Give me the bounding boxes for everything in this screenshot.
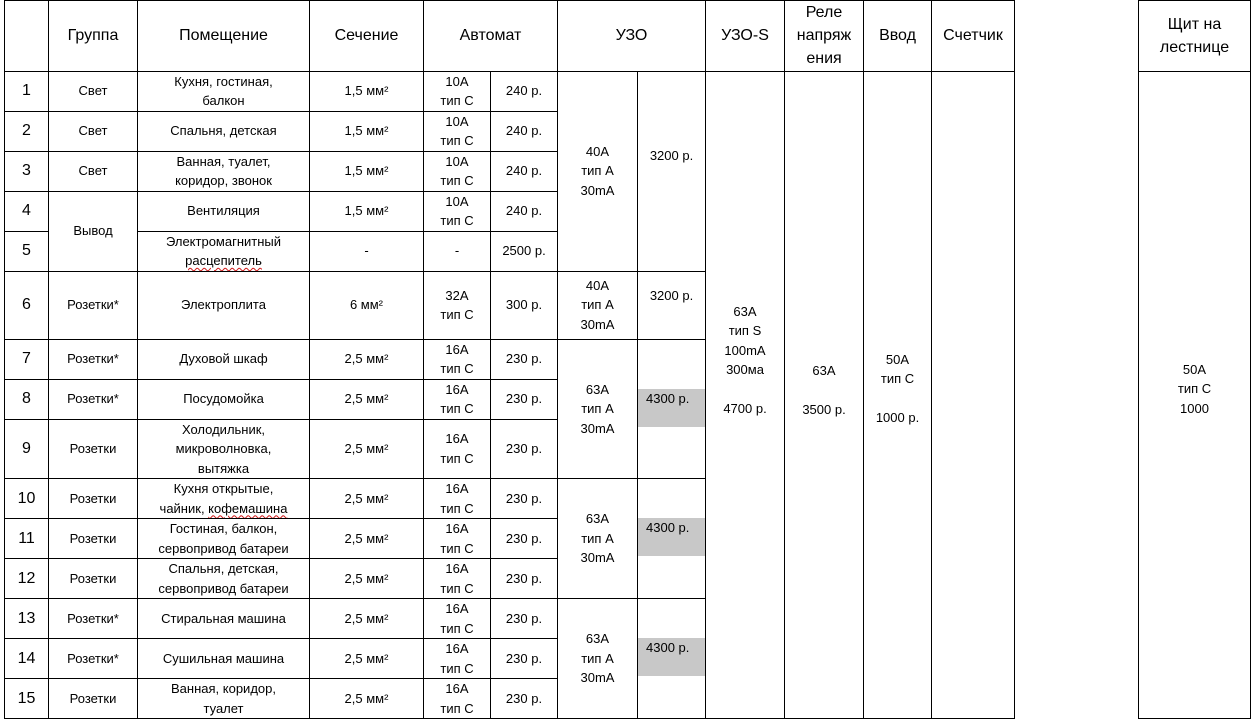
row-section: 1,5 мм²	[310, 191, 424, 231]
row-section: 2,5 мм²	[310, 379, 424, 419]
rcd-s-cell: 63А тип S 100mA 300ма 4700 р.	[706, 71, 785, 719]
row-section: 1,5 мм²	[310, 151, 424, 191]
header-input: Ввод	[864, 1, 932, 72]
row-breaker: 10А тип С	[424, 111, 491, 151]
header-rcd: УЗО	[558, 1, 706, 72]
row-room	[138, 479, 310, 519]
row-number: 1	[5, 71, 49, 111]
gap-column	[1015, 1, 1139, 719]
header-meter: Счетчик	[932, 1, 1015, 72]
row-number: 14	[5, 639, 49, 679]
row-breaker: 16А тип С	[424, 639, 491, 679]
row-number: 5	[5, 231, 49, 271]
row-group: Розетки	[49, 519, 138, 559]
row-breaker-price: 230 р.	[491, 599, 558, 639]
spreadsheet	[4, 0, 1251, 719]
row-room: Холодильник, микроволновка, вытяжка	[138, 419, 310, 479]
row-group: Розетки*	[49, 379, 138, 419]
input-cell: 50А тип С 1000 р.	[864, 71, 932, 719]
row-breaker-price: 230 р.	[491, 519, 558, 559]
header-breaker: Автомат	[424, 1, 558, 72]
row-breaker-price: 230 р.	[491, 419, 558, 479]
row-breaker-price: 240 р.	[491, 151, 558, 191]
header-relay: Реле напряж ения	[785, 1, 864, 72]
row-breaker-price: 230 р.	[491, 559, 558, 599]
rcd-group-4-spec: 63А тип А 30mA	[558, 479, 638, 599]
row-section: 2,5 мм²	[310, 559, 424, 599]
rcd-group-5-price-cell	[638, 599, 706, 719]
row-section: 2,5 мм²	[310, 339, 424, 379]
row-breaker: 16А тип С	[424, 559, 491, 599]
header-num	[5, 1, 49, 72]
row-section: 6 мм²	[310, 271, 424, 339]
header-room: Помещение	[138, 1, 310, 72]
row-room	[138, 231, 310, 271]
row-section: 1,5 мм²	[310, 111, 424, 151]
header-row	[5, 1, 1251, 72]
row-number: 7	[5, 339, 49, 379]
row-group: Свет	[49, 71, 138, 111]
header-group: Группа	[49, 1, 138, 72]
row-breaker-price: 300 р.	[491, 271, 558, 339]
row-breaker-price: 230 р.	[491, 679, 558, 719]
rcd-group-4-price-cell	[638, 479, 706, 599]
rcd-group-1-price: 3200 р.	[638, 71, 706, 271]
row-room: Посудомойка	[138, 379, 310, 419]
meter-cell	[932, 71, 1015, 719]
row-group: Розетки	[49, 559, 138, 599]
row-room-line: кофемашина	[208, 500, 288, 516]
rcd-group-3-spec: 63А тип А 30mA	[558, 339, 638, 479]
row-section: 2,5 мм²	[310, 679, 424, 719]
row-breaker-price: 230 р.	[491, 379, 558, 419]
row-room: Стиральная машина	[138, 599, 310, 639]
row-room: Кухня, гостиная, балкон	[138, 71, 310, 111]
row-section: 2,5 мм²	[310, 599, 424, 639]
row-breaker: 16А тип С	[424, 679, 491, 719]
row-room: Вентиляция	[138, 191, 310, 231]
row-room: Спальня, детская, сервопривод батареи	[138, 559, 310, 599]
row-breaker: 16А тип С	[424, 339, 491, 379]
row-room: Сушильная машина	[138, 639, 310, 679]
row-group: Розетки	[49, 679, 138, 719]
row-section: 1,5 мм²	[310, 71, 424, 111]
row-section: 2,5 мм²	[310, 419, 424, 479]
rcd-group-4-price: 4300 р.	[638, 518, 705, 556]
row-breaker-price: 240 р.	[491, 111, 558, 151]
row-group: Розетки*	[49, 599, 138, 639]
row-room: Гостиная, балкон, сервопривод батареи	[138, 519, 310, 559]
rcd-group-2-price: 3200 р.	[638, 271, 706, 339]
relay-cell: 63А 3500 р.	[785, 71, 864, 719]
row-group: Розетки	[49, 419, 138, 479]
stair-panel-cell: 50А тип С 1000	[1139, 71, 1251, 719]
rcd-group-3-price: 4300 р.	[638, 389, 705, 427]
header-rcd-s: УЗО-S	[706, 1, 785, 72]
row-number: 12	[5, 559, 49, 599]
row-number: 6	[5, 271, 49, 339]
row-number: 11	[5, 519, 49, 559]
row-number: 3	[5, 151, 49, 191]
row-section: -	[310, 231, 424, 271]
row-breaker: 10А тип С	[424, 71, 491, 111]
row-room: Ванная, коридор, туалет	[138, 679, 310, 719]
row-breaker: 10А тип С	[424, 151, 491, 191]
row-room: Спальня, детская	[138, 111, 310, 151]
row-room-line: Электромагнитный	[165, 233, 282, 249]
row-breaker-price: 240 р.	[491, 71, 558, 111]
row-section: 2,5 мм²	[310, 479, 424, 519]
row-breaker: 10А тип С	[424, 191, 491, 231]
row-number: 2	[5, 111, 49, 151]
row-group: Вывод	[49, 191, 138, 271]
rcd-group-3-price-cell	[638, 339, 706, 479]
row-breaker-price: 240 р.	[491, 191, 558, 231]
row-breaker: 16А тип С	[424, 519, 491, 559]
row-section: 2,5 мм²	[310, 519, 424, 559]
rcd-group-5-price: 4300 р.	[638, 638, 705, 676]
header-section: Сечение	[310, 1, 424, 72]
row-group: Розетки	[49, 479, 138, 519]
row-number: 10	[5, 479, 49, 519]
rcd-group-1-spec: 40А тип А 30mA	[558, 71, 638, 271]
row-breaker: 32А тип С	[424, 271, 491, 339]
row-breaker: 16А тип С	[424, 379, 491, 419]
row-breaker: -	[424, 231, 491, 271]
row-number: 4	[5, 191, 49, 231]
row-breaker-price: 230 р.	[491, 639, 558, 679]
row-breaker-price: 230 р.	[491, 339, 558, 379]
row-room: Духовой шкаф	[138, 339, 310, 379]
row-breaker: 16А тип С	[424, 419, 491, 479]
row-group: Розетки*	[49, 339, 138, 379]
row-group: Свет	[49, 111, 138, 151]
wiring-table	[4, 0, 1251, 719]
header-stair-panel: Щит на лестнице	[1139, 1, 1251, 72]
row-number: 9	[5, 419, 49, 479]
row-group: Розетки*	[49, 639, 138, 679]
row-group: Розетки*	[49, 271, 138, 339]
row-room-line: чайник,	[159, 500, 209, 516]
row-group: Свет	[49, 151, 138, 191]
row-room: Электроплита	[138, 271, 310, 339]
row-breaker-price: 2500 р.	[491, 231, 558, 271]
row-room-line: расцепитель	[185, 253, 262, 269]
row-room-line: Кухня открытые,	[173, 481, 274, 497]
row-number: 8	[5, 379, 49, 419]
row-breaker: 16А тип С	[424, 479, 491, 519]
rcd-group-5-spec: 63А тип А 30mA	[558, 599, 638, 719]
row-breaker-price: 230 р.	[491, 479, 558, 519]
rcd-group-2-spec: 40А тип А 30mA	[558, 271, 638, 339]
row-number: 13	[5, 599, 49, 639]
row-room: Ванная, туалет, коридор, звонок	[138, 151, 310, 191]
row-section: 2,5 мм²	[310, 639, 424, 679]
row-breaker: 16А тип С	[424, 599, 491, 639]
row-number: 15	[5, 679, 49, 719]
